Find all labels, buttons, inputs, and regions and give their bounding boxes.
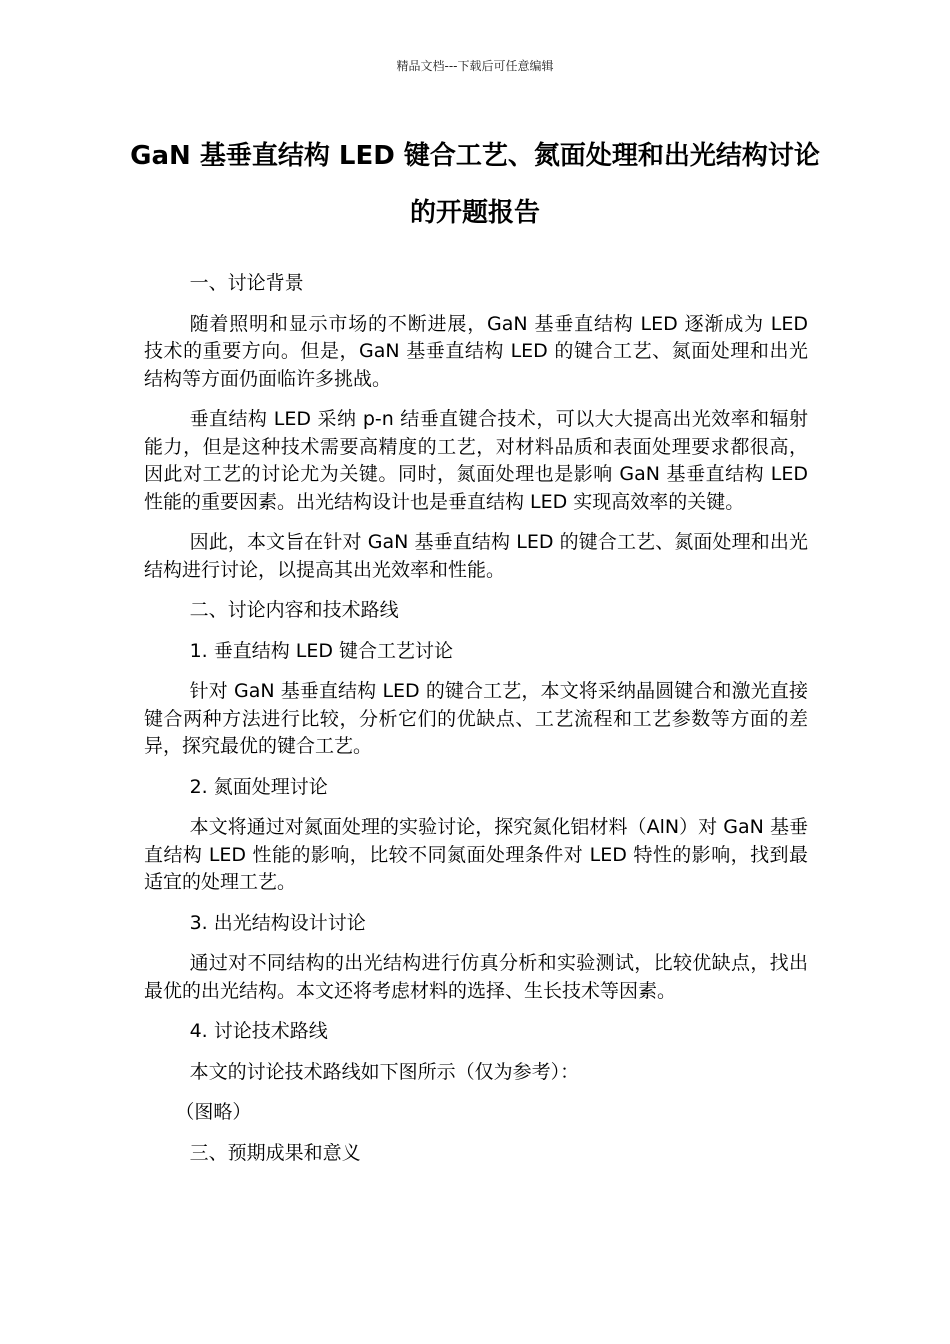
- paragraph: 通过对不同结构的出光结构进行仿真分析和实验测试，比较优缺点，找出最优的出光结构。本文还将考虑材料的选择、生长技术等因素。: [144, 952, 808, 1002]
- paragraph: 本文的讨论技术路线如下图所示（仅为参考）：: [189, 1060, 580, 1083]
- section-heading: 二、讨论内容和技术路线: [189, 599, 399, 621]
- page-header: 精品文档---下载后可任意编辑: [396, 59, 554, 73]
- figure-placeholder: （图略）: [175, 1101, 252, 1123]
- subsection-heading: 2. 氮面处理讨论: [189, 775, 328, 798]
- paragraph: 随着照明和显示市场的不断进展，GaN 基垂直结构 LED 逐渐成为 LED 技术的重要方向。但是，GaN 基垂直结构 LED 的键合工艺、氮面处理和出光结构等方面仍面临许多挑战。: [144, 312, 808, 390]
- section-heading: 一、讨论背景: [189, 272, 304, 294]
- paragraph: 本文将通过对氮面处理的实验讨论，探究氮化铝材料（AlN）对 GaN 基垂直结构 LED 性能的影响，比较不同氮面处理条件对 LED 特性的影响，找到最适宜的处理工艺。: [144, 816, 808, 893]
- subsection-heading: 3. 出光结构设计讨论: [189, 911, 366, 934]
- subsection-heading: 4. 讨论技术路线: [189, 1020, 328, 1042]
- document-body: [144, 270, 808, 1180]
- paragraph: 针对 GaN 基垂直结构 LED 的键合工艺，本文将采纳晶圆键合和激光直接键合两种方法进行比较，分析它们的优缺点、工艺流程和工艺参数等方面的差异，探究最优的键合工艺。: [144, 680, 808, 757]
- paragraph: 垂直结构 LED 采纳 p-n 结垂直键合技术，可以大大提高出光效率和辐射能力，但是这种技术需要高精度的工艺，对材料品质和表面处理要求都很高，因此对工艺的讨论尤为关键。同时，氮面处理也是影响 GaN 基垂直结构 LED 性能的重要因素。出光结构设计也是垂直结构 LED 实现高效率的关键。: [144, 408, 808, 513]
- paragraph: 因此，本文旨在针对 GaN 基垂直结构 LED 的键合工艺、氮面处理和出光结构进行讨论，以提高其出光效率和性能。: [144, 531, 808, 581]
- subsection-heading: 1. 垂直结构 LED 键合工艺讨论: [189, 639, 454, 662]
- document-title: GaN 基垂直结构 LED 键合工艺、氮面处理和出光结构讨论的开题报告: [130, 141, 820, 228]
- section-heading: 三、预期成果和意义: [189, 1141, 361, 1164]
